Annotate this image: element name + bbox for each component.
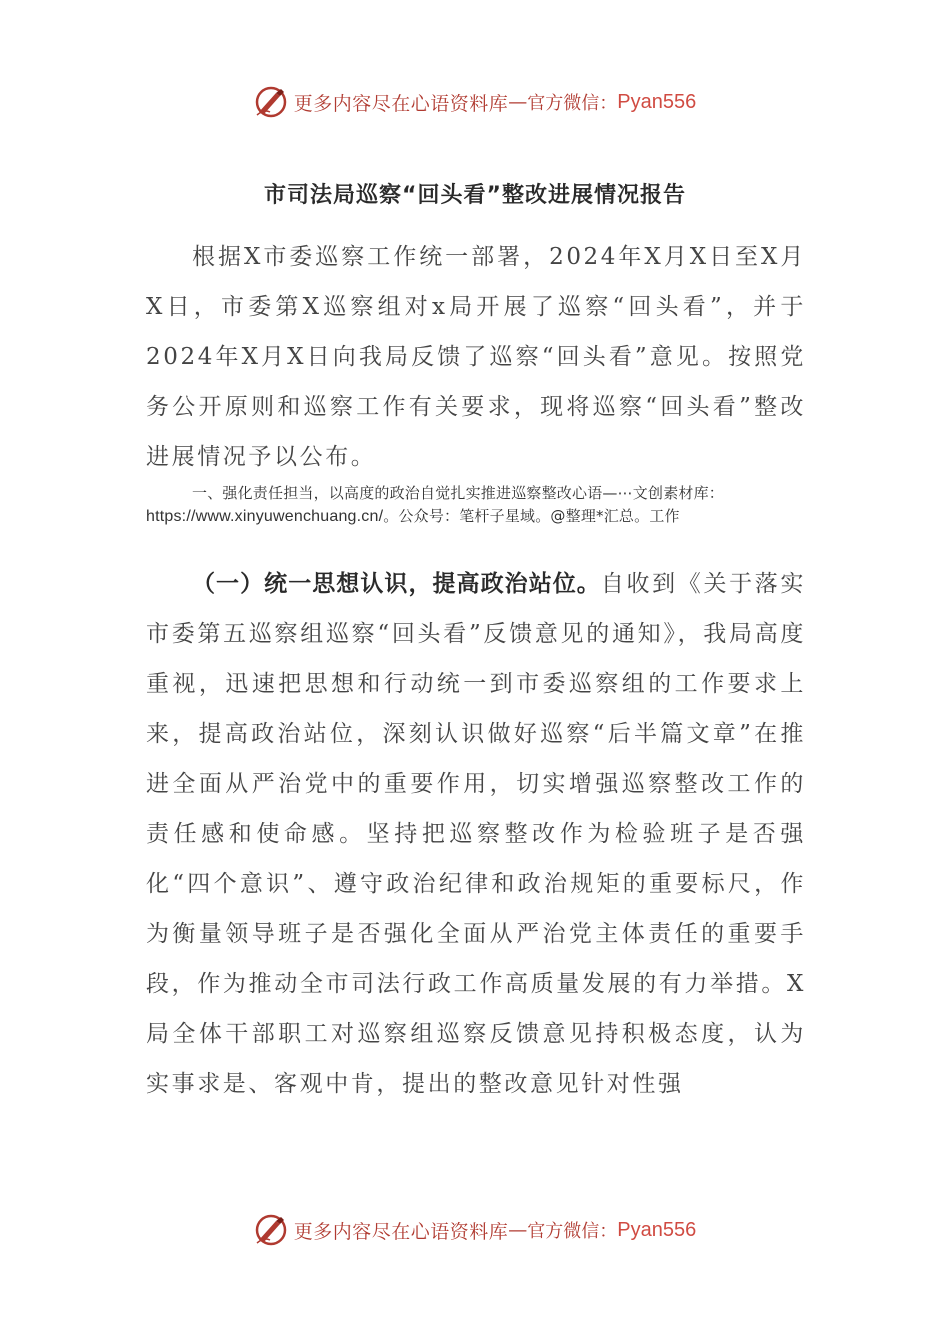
banner-wechat-id: Pyan556 — [617, 90, 697, 113]
banner-dash: — — [508, 91, 528, 113]
section1-body: 自收到《关于落实市委第五巡察组巡察“回头看”反馈意见的通知》，我局高度重视，迅速把思想和行动统一到市委巡察组的工作要求上来，提高政治站位，深刻认识做好巡察“后半篇文章”在推进全面从严治党中的重要作用，切实增强巡察整改工作的责任感和使命感。坚持把巡察整改作为检验班子是否强化“四个意识”、遵守政治纪律和政治规矩的重要标尺，作为衡量领导班子是否强化全面从严治党主体责任的重要手段，作为推动全市司法行政工作高质量发展的有力举措。X局全体干部职工对巡察组巡察反馈意见持积极态度，认为实事求是、客观中肯，提出的整改意见针对性强 — [146, 571, 806, 1097]
note-suffix: 。公众号：笔杆子星域。@整理*汇总。工作 — [383, 507, 680, 525]
section1-paragraph — [146, 559, 806, 1109]
footer-banner — [0, 1210, 950, 1250]
pen-logo-icon — [254, 1213, 288, 1247]
banner-text: 更多内容尽在心语资料库 — [293, 92, 509, 115]
banner-wechat-label: 官方微信： — [527, 93, 618, 114]
note-url: https://www.xinyuwenchuang.cn/ — [146, 508, 384, 525]
header-banner — [0, 82, 950, 122]
banner-dash: — — [508, 1219, 528, 1241]
banner-wechat-id: Pyan556 — [617, 1218, 697, 1241]
intro-paragraph: 根据X市委巡察工作统一部署，2024年X月X日至X月X日，市委第X巡察组对x局开展了巡察“回头看”，并于2024年X月X日向我局反馈了巡察“回头看”意见。按照党务公开原则和巡察工作有关要求，现将巡察“回头看”整改进展情况予以公布。 — [146, 244, 806, 470]
section-note — [146, 482, 808, 528]
banner-wechat-label: 官方微信： — [527, 1221, 618, 1242]
note-prefix: 一、强化责任担当，以高度的政治自觉扎实推进巡察整改心语—⋯文创素材库： — [192, 484, 725, 502]
banner-text: 更多内容尽在心语资料库 — [293, 1220, 509, 1243]
section1-heading: （一）统一思想认识，提高政治站位。 — [192, 571, 601, 597]
pen-logo-icon — [254, 85, 288, 119]
document-title: 市司法局巡察“回头看”整改进展情况报告 — [264, 183, 686, 208]
